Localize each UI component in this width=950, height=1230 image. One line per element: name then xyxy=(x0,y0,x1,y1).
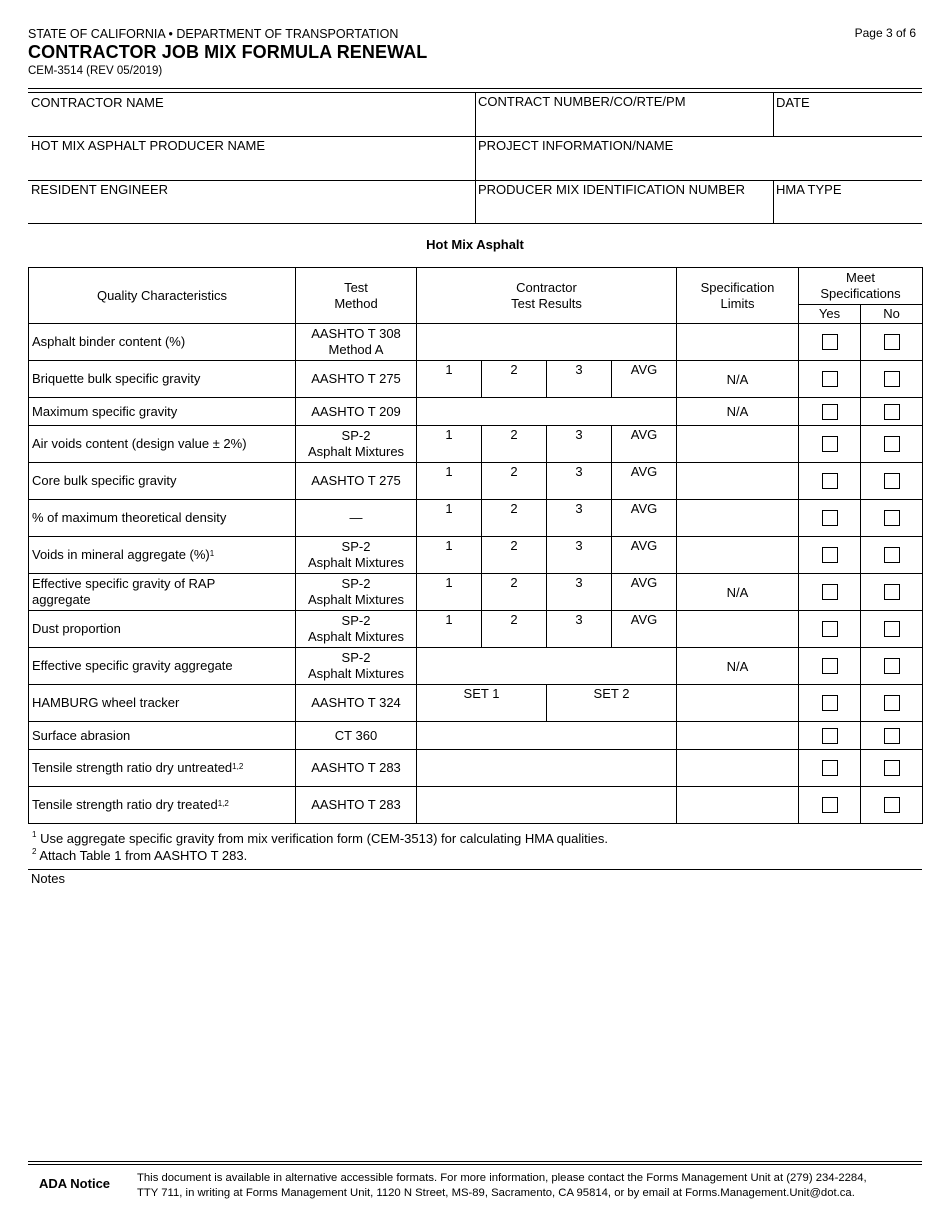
ada-notice-label: ADA Notice xyxy=(39,1176,111,1191)
hma-type-field[interactable]: HMA TYPE xyxy=(776,182,842,197)
no-checkbox[interactable] xyxy=(884,510,900,526)
resident-engineer-field[interactable]: RESIDENT ENGINEER xyxy=(31,182,169,197)
form-number: CEM-3514 (REV 05/2019) xyxy=(28,65,163,77)
table-row: Maximum specific gravity AASHTO T 209 N/A xyxy=(29,398,923,426)
table-row: Effective specific gravity of RAP aggregate SP-2 Asphalt Mixtures 1 2 3 AVG N/A xyxy=(29,574,923,611)
header-no: No xyxy=(861,305,923,324)
no-checkbox[interactable] xyxy=(884,547,900,563)
no-checkbox[interactable] xyxy=(884,621,900,637)
table-row: Surface abrasion CT 360 xyxy=(29,722,923,750)
yes-checkbox[interactable] xyxy=(822,404,838,420)
yes-checkbox[interactable] xyxy=(822,658,838,674)
yes-checkbox[interactable] xyxy=(822,695,838,711)
producer-name-field[interactable]: HOT MIX ASPHALT PRODUCER NAME xyxy=(31,138,266,153)
ada-notice-text: This document is available in alternative accessible formats. For more information, please contact the Forms Management Unit at (279) 234-2284, TTY 711, in writing at Forms Management Unit, 1120 N Street, MS-89, Sacramento, CA 95814, or by email at Forms.Management.Unit@dot.ca. xyxy=(137,1172,867,1199)
yes-checkbox[interactable] xyxy=(822,334,838,350)
yes-checkbox[interactable] xyxy=(822,473,838,489)
form-title: CONTRACTOR JOB MIX FORMULA RENEWAL xyxy=(28,42,428,62)
table-row: Briquette bulk specific gravity AASHTO T 275 1 2 3 AVG N/A xyxy=(29,361,923,398)
yes-checkbox[interactable] xyxy=(822,797,838,813)
notes-area[interactable] xyxy=(28,888,922,1153)
result-cell[interactable] xyxy=(417,722,677,750)
no-checkbox[interactable] xyxy=(884,760,900,776)
no-checkbox[interactable] xyxy=(884,695,900,711)
result-cell[interactable] xyxy=(417,648,677,685)
no-checkbox[interactable] xyxy=(884,728,900,744)
project-info-block xyxy=(28,88,922,224)
producer-mix-id-field[interactable]: PRODUCER MIX IDENTIFICATION NUMBER xyxy=(478,182,745,197)
table-row: Tensile strength ratio dry treated$^{1,2}$ AASHTO T 283 xyxy=(29,787,923,824)
state-department-line: STATE OF CALIFORNIA • DEPARTMENT OF TRANSPORTATION xyxy=(28,27,399,41)
header-yes: Yes xyxy=(799,305,861,324)
contract-number-field[interactable]: CONTRACT NUMBER/CO/RTE/PM xyxy=(478,94,686,109)
result-cell[interactable] xyxy=(417,398,677,426)
table-row: Effective specific gravity aggregate SP-2 Asphalt Mixtures N/A xyxy=(29,648,923,685)
no-checkbox[interactable] xyxy=(884,658,900,674)
project-info-field[interactable]: PROJECT INFORMATION/NAME xyxy=(478,138,674,153)
footnote-2: $^2$ Attach Table 1 from AASHTO T 283. xyxy=(32,847,248,863)
yes-checkbox[interactable] xyxy=(822,621,838,637)
result-cell[interactable] xyxy=(417,750,677,787)
yes-checkbox[interactable] xyxy=(822,584,838,600)
no-checkbox[interactable] xyxy=(884,436,900,452)
yes-checkbox[interactable] xyxy=(822,728,838,744)
no-checkbox[interactable] xyxy=(884,797,900,813)
no-checkbox[interactable] xyxy=(884,473,900,489)
table-row: Air voids content (design value ± 2%) SP-2 Asphalt Mixtures 1 2 3 AVG xyxy=(29,426,923,463)
yes-checkbox[interactable] xyxy=(822,547,838,563)
footer-divider xyxy=(28,1164,922,1165)
yes-checkbox[interactable] xyxy=(822,760,838,776)
page-indicator: Page 3 of 6 xyxy=(854,26,916,40)
yes-checkbox[interactable] xyxy=(822,510,838,526)
table-row: Tensile strength ratio dry untreated$^{1,2}$ AASHTO T 283 xyxy=(29,750,923,787)
table-row: Voids in mineral aggregate (%)$^1$ SP-2 Asphalt Mixtures 1 2 3 AVG xyxy=(29,537,923,574)
result-cell[interactable] xyxy=(417,324,677,361)
header-quality: Quality Characteristics xyxy=(29,268,296,324)
no-checkbox[interactable] xyxy=(884,371,900,387)
yes-checkbox[interactable] xyxy=(822,436,838,452)
table-row: Dust proportion SP-2 Asphalt Mixtures 1 2 3 AVG xyxy=(29,611,923,648)
yes-checkbox[interactable] xyxy=(822,371,838,387)
header-contractor-results: Contractor Test Results xyxy=(417,268,677,324)
quality-characteristics-table xyxy=(28,267,923,824)
date-field[interactable]: DATE xyxy=(776,95,810,110)
result-cell[interactable] xyxy=(417,787,677,824)
header-spec-limits: Specification Limits xyxy=(677,268,799,324)
no-checkbox[interactable] xyxy=(884,334,900,350)
table-row: Core bulk specific gravity AASHTO T 275 1 2 3 AVG xyxy=(29,463,923,500)
section-title: Hot Mix Asphalt xyxy=(426,237,524,252)
no-checkbox[interactable] xyxy=(884,404,900,420)
header-meet-specs: Meet Specifications xyxy=(799,268,923,305)
footer-divider xyxy=(28,1161,922,1162)
footnote-1: $^1$ Use aggregate specific gravity from mix verification form (CEM-3513) for calculating HMA qualities. xyxy=(32,830,608,846)
table-row: HAMBURG wheel tracker AASHTO T 324 SET 1 SET 2 xyxy=(29,685,923,722)
table-row: Asphalt binder content (%) AASHTO T 308 Method A xyxy=(29,324,923,361)
no-checkbox[interactable] xyxy=(884,584,900,600)
notes-divider xyxy=(28,869,922,870)
contractor-name-field[interactable]: CONTRACTOR NAME xyxy=(31,95,164,110)
header-test-method: Test Method xyxy=(296,268,417,324)
notes-label: Notes xyxy=(31,871,65,886)
table-row: % of maximum theoretical density — 1 2 3 AVG xyxy=(29,500,923,537)
